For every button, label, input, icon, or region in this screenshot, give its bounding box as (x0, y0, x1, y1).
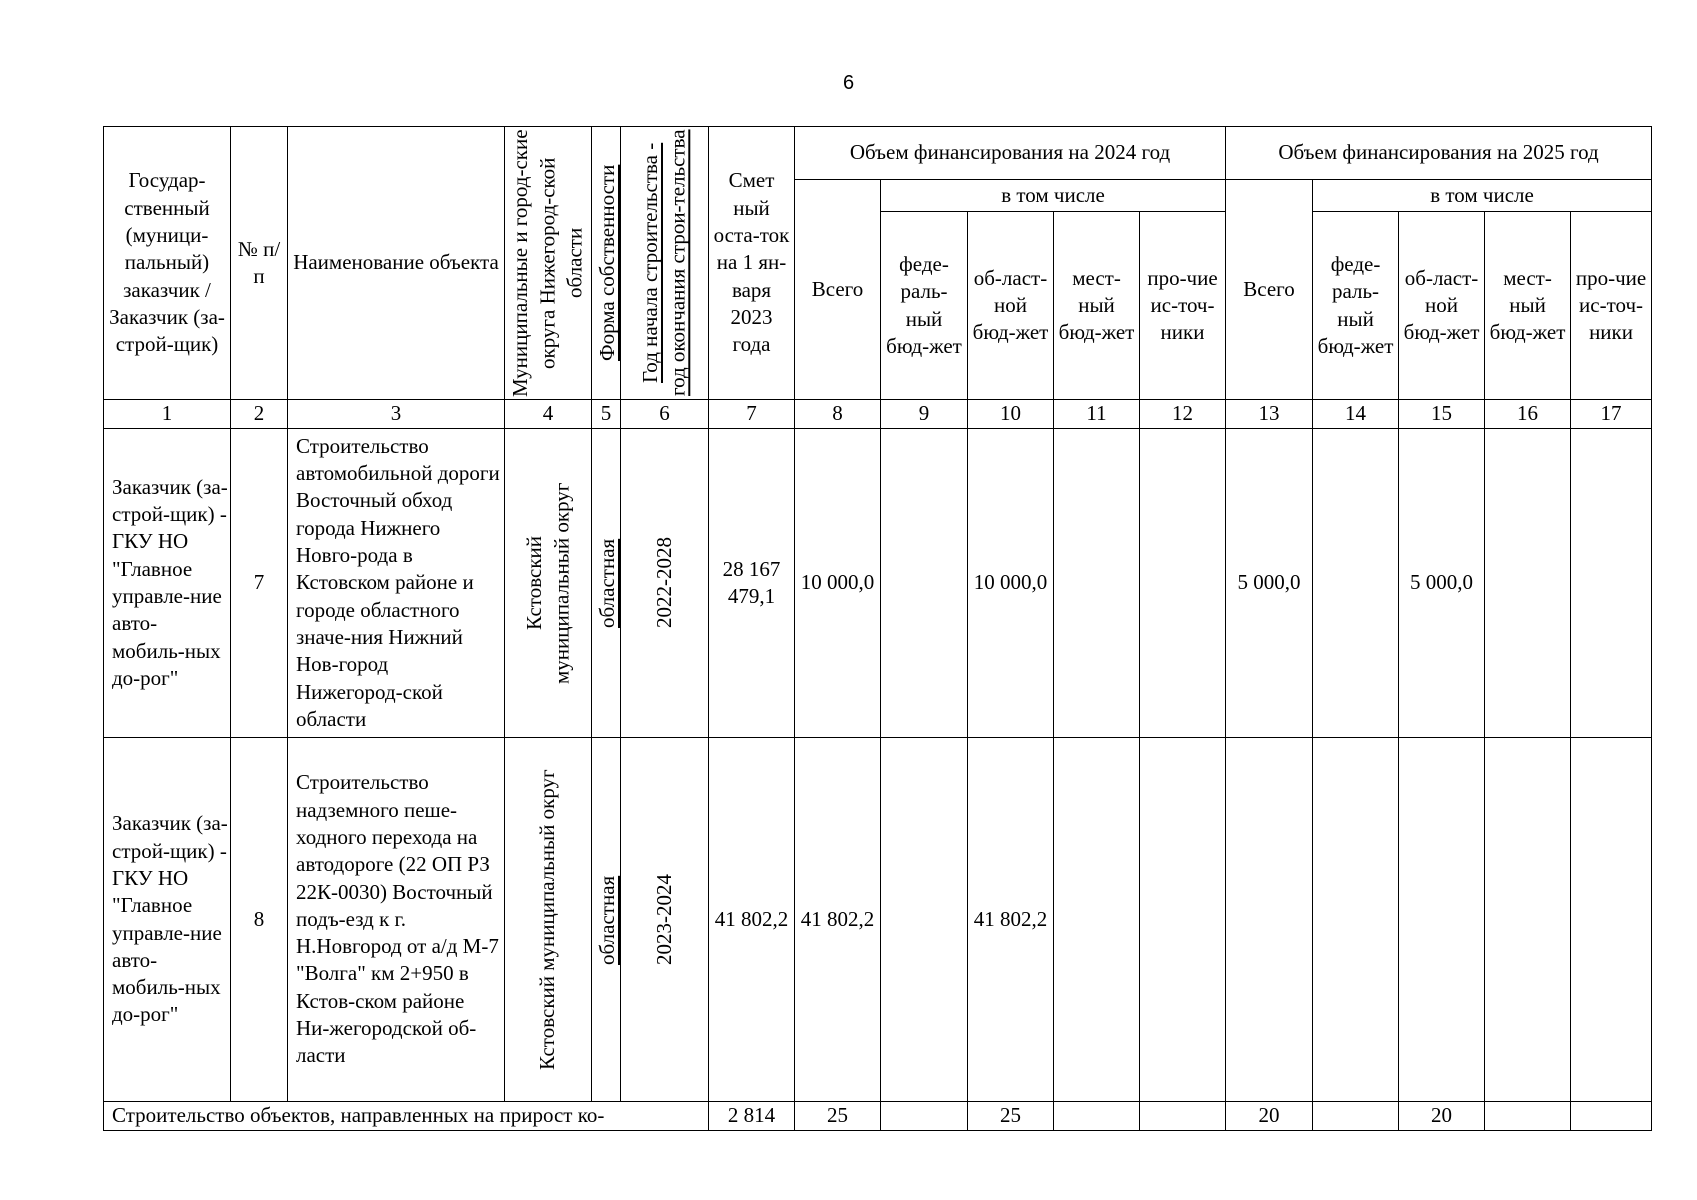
row-balance: 41 802,2 (709, 738, 795, 1102)
row-2024-local (1054, 738, 1140, 1102)
header-balance: Смет ный оста-ток на 1 ян-варя 2023 года (709, 127, 795, 400)
row-2024-total: 10 000,0 (795, 429, 881, 738)
row-district-cell (505, 429, 592, 738)
column-number: 17 (1571, 400, 1652, 429)
header-fin-2024: Объем финансирования на 2024 год (795, 127, 1226, 180)
column-number: 12 (1140, 400, 1226, 429)
column-number: 14 (1313, 400, 1399, 429)
header-districts: Муниципальные и город-ские округа Нижегород-ской области (508, 129, 587, 397)
row-ownership: областная (595, 538, 619, 628)
column-number: 3 (288, 400, 505, 429)
column-number: 7 (709, 400, 795, 429)
row-2024-other (1140, 738, 1226, 1102)
row-ownership-cell (592, 429, 621, 738)
column-number: 16 (1485, 400, 1571, 429)
row-balance: 28 167 479,1 (709, 429, 795, 738)
column-number: 1 (104, 400, 231, 429)
header-object-name: Наименование объекта (288, 127, 505, 400)
column-number: 4 (505, 400, 592, 429)
header-2025-federal: феде-раль-ный бюд-жет (1313, 212, 1399, 400)
header-2024-federal: феде-раль-ный бюд-жет (881, 212, 968, 400)
row-2024-other (1140, 429, 1226, 738)
header-2024-local: мест-ный бюд-жет (1054, 212, 1140, 400)
row-2024-federal (881, 738, 968, 1102)
total-2025-regional: 20 (1399, 1102, 1485, 1131)
table-row (104, 429, 1652, 738)
financing-table (103, 126, 1652, 1131)
row-2025-federal (1313, 429, 1399, 738)
column-number: 5 (592, 400, 621, 429)
header-2024-other: про-чие ис-точ-ники (1140, 212, 1226, 400)
header-2025-local: мест-ный бюд-жет (1485, 212, 1571, 400)
header-customer: Государ-ственный (муници-пальный) заказчик /Заказчик (за-строй-щик) (104, 127, 231, 400)
row-district: Кстовский муниципальный округ (521, 482, 573, 684)
total-2024-other (1140, 1102, 1226, 1131)
header-row-1 (104, 127, 1652, 180)
total-balance: 2 814 (709, 1102, 795, 1131)
column-number: 2 (231, 400, 288, 429)
total-row (104, 1102, 1652, 1131)
row-customer: Заказчик (за-строй-щик) - ГКУ НО "Главное управле-ние авто-мобиль-ных до-рог" (104, 429, 231, 738)
row-years-cell (621, 429, 709, 738)
column-number: 8 (795, 400, 881, 429)
header-2024-regional: об-ласт-ной бюд-жет (968, 212, 1054, 400)
row-num: 7 (231, 429, 288, 738)
total-2024-federal (881, 1102, 968, 1131)
row-customer: Заказчик (за-строй-щик) - ГКУ НО "Главное управле-ние авто-мобиль-ных до-рог" (104, 738, 231, 1102)
column-number: 10 (968, 400, 1054, 429)
row-2024-regional: 10 000,0 (968, 429, 1054, 738)
total-label: Строительство объектов, направленных на прирост ко- (104, 1102, 709, 1131)
table-row (104, 738, 1652, 1102)
row-district-cell (505, 738, 592, 1102)
row-2025-other (1571, 429, 1652, 738)
row-ownership-cell (592, 738, 621, 1102)
row-2025-regional (1399, 738, 1485, 1102)
row-district: Кстовский муниципальный округ (535, 769, 560, 1070)
row-object-name: Строительство надземного пеше-ходного перехода на автодороге (22 ОП РЗ 22К-0030) Восточный подъ-езд к г. Н.Новгород от а/д М-7 "Волга" км 2+950 в Кстов-ском районе Ни-жегородской об-ласти (288, 738, 505, 1102)
total-2025-local (1485, 1102, 1571, 1131)
column-number: 6 (621, 400, 709, 429)
row-num: 8 (231, 738, 288, 1102)
page-number: 6 (842, 72, 855, 94)
header-years-cell (621, 127, 709, 400)
row-2024-local (1054, 429, 1140, 738)
row-2025-local (1485, 429, 1571, 738)
row-2024-federal (881, 429, 968, 738)
total-2025-other (1571, 1102, 1652, 1131)
row-ownership: областная (595, 874, 619, 965)
column-number: 15 (1399, 400, 1485, 429)
header-ownership: Форма собственности (595, 164, 619, 362)
row-2025-total (1226, 738, 1313, 1102)
column-number: 9 (881, 400, 968, 429)
header-num: № п/п (231, 127, 288, 400)
header-districts-cell (505, 127, 592, 400)
total-2024-total: 25 (795, 1102, 881, 1131)
row-2025-federal (1313, 738, 1399, 1102)
column-number: 11 (1054, 400, 1140, 429)
header-2024-including: в том числе (881, 180, 1226, 212)
row-years-cell (621, 738, 709, 1102)
row-2025-local (1485, 738, 1571, 1102)
total-2025-total: 20 (1226, 1102, 1313, 1131)
row-years: 2022-2028 (651, 537, 676, 629)
header-years: Год начала строительства - год окончания строи-тельства (638, 129, 690, 397)
column-numbers-row (104, 400, 1652, 429)
total-2024-regional: 25 (968, 1102, 1054, 1131)
row-2024-regional: 41 802,2 (968, 738, 1054, 1102)
row-object-name: Строительство автомобильной дороги Восточный обход города Нижнего Новго-рода в Кстовском районе и городе областного значе-ния Нижний Нов-город Нижегород-ской области (288, 429, 505, 738)
row-2025-other (1571, 738, 1652, 1102)
header-2025-regional: об-ласт-ной бюд-жет (1399, 212, 1485, 400)
header-2024-total: Всего (795, 180, 881, 400)
row-2025-regional: 5 000,0 (1399, 429, 1485, 738)
row-years: 2023-2024 (651, 874, 676, 965)
header-2025-including: в том числе (1313, 180, 1652, 212)
column-number: 13 (1226, 400, 1313, 429)
row-2024-total: 41 802,2 (795, 738, 881, 1102)
total-2025-federal (1313, 1102, 1399, 1131)
header-2025-total: Всего (1226, 180, 1313, 400)
total-2024-local (1054, 1102, 1140, 1131)
header-ownership-cell (592, 127, 621, 400)
row-2025-total: 5 000,0 (1226, 429, 1313, 738)
header-fin-2025: Объем финансирования на 2025 год (1226, 127, 1652, 180)
header-2025-other: про-чие ис-точ-ники (1571, 212, 1652, 400)
